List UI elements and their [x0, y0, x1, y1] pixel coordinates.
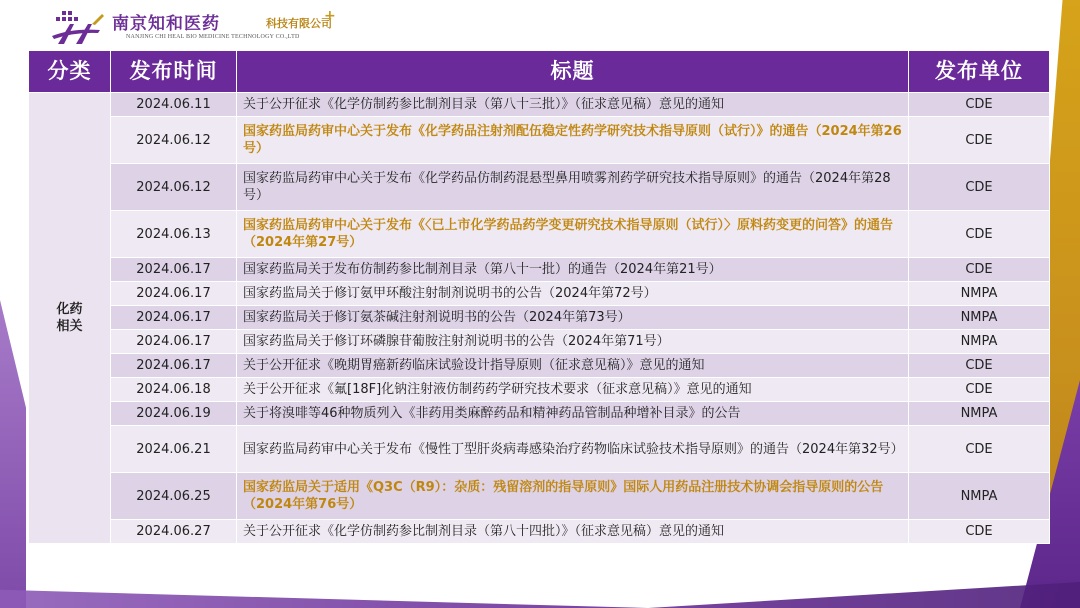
unit-cell: CDE — [909, 520, 1050, 544]
logo-english-name: NANJING CHI HEAL BIO MEDICINE TECHNOLOGY CO.,LTD — [126, 34, 300, 40]
header-date: 发布时间 — [111, 51, 237, 93]
date-cell: 2024.06.27 — [111, 520, 237, 544]
regulation-table — [28, 50, 1050, 544]
logo-company-suffix: 科技有限公司 — [266, 17, 332, 30]
logo-plus-icon: + — [324, 8, 336, 24]
date-cell: 2024.06.17 — [111, 306, 237, 330]
table-row — [29, 520, 1050, 544]
unit-cell: CDE — [909, 426, 1050, 473]
date-cell: 2024.06.17 — [111, 282, 237, 306]
unit-cell: CDE — [909, 164, 1050, 211]
company-logo — [48, 8, 348, 48]
unit-cell: NMPA — [909, 282, 1050, 306]
date-cell: 2024.06.12 — [111, 117, 237, 164]
title-cell: 国家药监局关于适用《Q3C（R9）：杂质：残留溶剂的指导原则》国际人用药品注册技术协调会指导原则的公告（2024年第76号） — [237, 473, 909, 520]
title-cell: 关于将溴啡等46种物质列入《非药用类麻醉药品和精神药品管制品种增补目录》的公告 — [237, 402, 909, 426]
unit-cell: NMPA — [909, 306, 1050, 330]
header-title: 标题 — [237, 51, 909, 93]
unit-cell: NMPA — [909, 330, 1050, 354]
table-row — [29, 378, 1050, 402]
unit-cell: CDE — [909, 93, 1050, 117]
table-row — [29, 402, 1050, 426]
unit-cell: CDE — [909, 211, 1050, 258]
date-cell: 2024.06.12 — [111, 164, 237, 211]
header-category: 分类 — [29, 51, 111, 93]
title-cell: 关于公开征求《化学仿制药参比制剂目录（第八十四批）》（征求意见稿）意见的通知 — [237, 520, 909, 544]
title-cell: 关于公开征求《氟[18F]化钠注射液仿制药药学研究技术要求（征求意见稿）》意见的通知 — [237, 378, 909, 402]
date-cell: 2024.06.19 — [111, 402, 237, 426]
table-row — [29, 306, 1050, 330]
unit-cell: CDE — [909, 378, 1050, 402]
table-header-row — [29, 51, 1050, 93]
date-cell: 2024.06.18 — [111, 378, 237, 402]
date-cell: 2024.06.17 — [111, 354, 237, 378]
table-row — [29, 354, 1050, 378]
date-cell: 2024.06.17 — [111, 258, 237, 282]
date-cell: 2024.06.17 — [111, 330, 237, 354]
unit-cell: NMPA — [909, 473, 1050, 520]
decor-bottom-band — [0, 582, 1080, 608]
title-cell: 国家药监局关于修订氨甲环酸注射制剂说明书的公告（2024年第72号） — [237, 282, 909, 306]
logo-company-name: 南京知和医药 — [112, 14, 220, 34]
title-cell: 国家药监局药审中心关于发布《慢性丁型肝炎病毒感染治疗药物临床试验技术指导原则》的通告（2024年第32号） — [237, 426, 909, 473]
title-cell: 国家药监局药审中心关于发布《〈已上市化学药品药学变更研究技术指导原则（试行）〉原料药变更的问答》的通告（2024年第27号） — [237, 211, 909, 258]
date-cell: 2024.06.25 — [111, 473, 237, 520]
table-row — [29, 93, 1050, 117]
title-cell: 国家药监局关于发布仿制药参比制剂目录（第八十一批）的通告（2024年第21号） — [237, 258, 909, 282]
header-unit: 发布单位 — [909, 51, 1050, 93]
table-row — [29, 258, 1050, 282]
unit-cell: CDE — [909, 258, 1050, 282]
title-cell: 关于公开征求《晚期胃癌新药临床试验设计指导原则（征求意见稿）》意见的通知 — [237, 354, 909, 378]
title-cell: 国家药监局药审中心关于发布《化学药品注射剂配伍稳定性药学研究技术指导原则（试行）》的通告（2024年第26号） — [237, 117, 909, 164]
table-row — [29, 426, 1050, 473]
category-line-2: 相关 — [56, 319, 83, 334]
category-line-1: 化药 — [56, 302, 83, 317]
unit-cell: CDE — [909, 117, 1050, 164]
table-row — [29, 211, 1050, 258]
date-cell: 2024.06.11 — [111, 93, 237, 117]
date-cell: 2024.06.13 — [111, 211, 237, 258]
unit-cell: CDE — [909, 354, 1050, 378]
title-cell: 国家药监局关于修订氨茶碱注射剂说明书的公告（2024年第73号） — [237, 306, 909, 330]
title-cell: 国家药监局关于修订环磷腺苷葡胺注射剂说明书的公告（2024年第71号） — [237, 330, 909, 354]
table-row — [29, 473, 1050, 520]
decor-purple-corner-left — [0, 300, 26, 608]
title-cell: 关于公开征求《化学仿制药参比制剂目录（第八十三批）》（征求意见稿）意见的通知 — [237, 93, 909, 117]
table-row — [29, 164, 1050, 211]
title-cell: 国家药监局药审中心关于发布《化学药品仿制药混悬型鼻用喷雾剂药学研究技术指导原则》的通告（2024年第28号） — [237, 164, 909, 211]
table-row — [29, 330, 1050, 354]
category-cell — [29, 93, 111, 544]
table-row — [29, 117, 1050, 164]
unit-cell: NMPA — [909, 402, 1050, 426]
logo-mark-icon — [48, 10, 106, 46]
table-row — [29, 282, 1050, 306]
date-cell: 2024.06.21 — [111, 426, 237, 473]
